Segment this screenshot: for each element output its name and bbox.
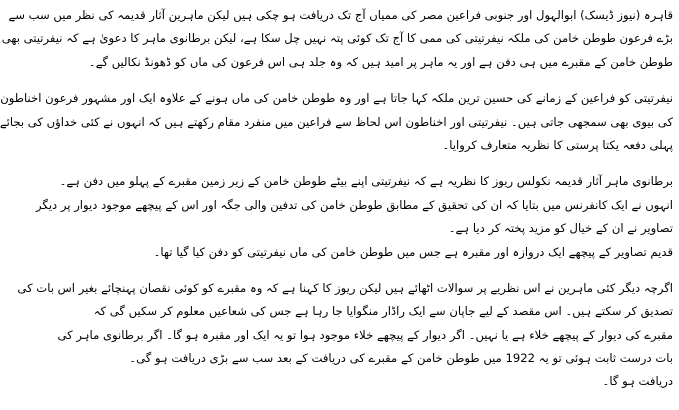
text-line: قاہرہ (نیوز ڈیسک) ابوالہول اور جنوبی فراعین مصر کی ممیاں آج تک دریافت ہو چکی ہیں لیکن ماہرین آثار قدیمہ کی نظر میں سب سے — [8, 8, 673, 22]
paragraph-intro — [1, 4, 673, 74]
text-line: مقبرے کی دیوار کے پیچھے خلاء ہے یا نہیں۔ اگر دیوار کے پیچھے خلاء موجود ہوا تو یہ ایک اور مقبرہ ہو گا۔ اگر برطانوی ماہر کی — [57, 327, 673, 342]
text-line: انہوں نے ایک کانفرنس میں بتایا کہ ان کی تحقیق کے مطابق طوطن خامن کی تدفین والی جگہ اور اس کے پیچھے موجود دیوار پر دیگر — [36, 197, 673, 212]
text-line: پہلی دفعہ یکتا پرستی کا نظریہ متعارف کروایا۔ — [442, 137, 673, 152]
text-line: قدیم تصاویر کے پیچھے ایک دروازہ اور مقبرہ ہے جس میں طوطن خامن کی ماں نیفرتیتی کو دفن کیا گیا تھا۔ — [153, 244, 673, 259]
text-line: تصدیق کر سکتے ہیں۔ اس مقصد کے لیے جاپان سے ایک راڈار منگوایا جا رہا ہے جس کی شعاعیں معلوم کر سکیں گی کہ — [93, 304, 673, 319]
text-line: اگرچہ دیگر کئی ماہرین نے اس نظریے پر سوالات اٹھائے ہیں لیکن ریوز کا کہنا ہے کہ وہ مقبرے کو کوئی نقصان پہنچائے بغیر اس بات کی — [17, 280, 673, 295]
text-line: کی بیوی بھی سمجھی جاتی ہیں۔ نیفرتیتی اور اخناطون اس لحاظ سے فراعین میں منفرد مقام رکھتے ہیں کہ انہوں نے کئی خداؤں کی بجائے — [0, 114, 673, 129]
text-line: طوطن خامن کے مقبرے میں ہی دفن ہے اور یہ ماہر پر امید ہیں کہ وہ جلد ہی اس فرعون کی ماں کو ڈھونڈ نکالیں گے۔ — [88, 54, 673, 69]
article-body — [0, 4, 673, 410]
paragraph-radar — [17, 277, 673, 394]
text-line: بات درست ثابت ہوئی تو یہ 1922 میں طوطن خامن کے مقبرے کی دریافت کے بعد سب سے بڑی دریافت ہو گی۔ — [129, 351, 673, 366]
text-line: بڑے فرعون طوطن خامن کی ملکہ نیفرتیتی کی ممی کا آج تک کوئی پتہ نہیں چل سکا ہے، لیکن برطانوی ماہر کا دعویٰ ہے کہ نیفرتیتی بھی — [1, 31, 673, 46]
paragraph-reeves-theory — [36, 170, 673, 264]
text-line: نیفرتیتی کو فراعین کے زمانے کی حسین ترین ملکہ کہا جاتا ہے اور وہ طوطن خامن کی ماں ہونے کے علاوہ ایک اور مشہور فرعون اخناطون — [0, 91, 673, 106]
text-line: دریافت ہو گا۔ — [602, 374, 673, 389]
text-line: تصاویر نے ان کے خیال کو مزید پختہ کر دیا ہے۔ — [448, 221, 673, 236]
text-line: برطانوی ماہر آثار قدیمہ نکولس ریوز کا نظریہ ہے کہ نیفرتیتی اپنے بیٹے طوطن خامن کے زیر زمین مقبرے کے پہلو میں دفن ہے۔ — [59, 174, 673, 189]
paragraph-nefertiti — [0, 87, 673, 157]
